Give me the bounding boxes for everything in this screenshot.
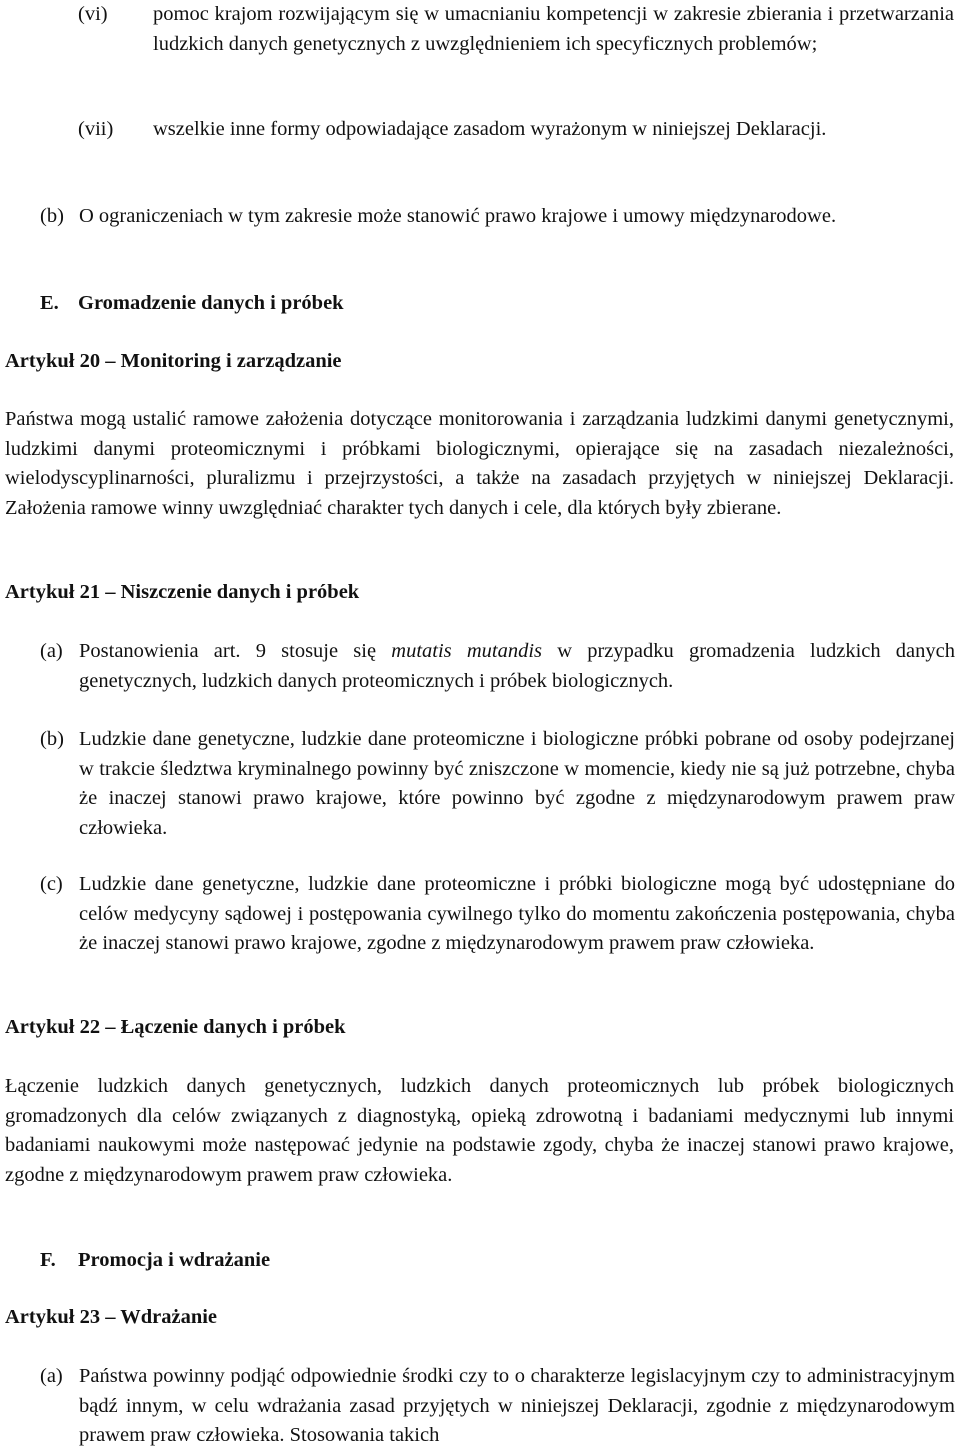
item-letter: (c) — [40, 873, 63, 895]
item-text: Państwa powinny podjąć odpowiednie środki czy to o charakterze legislacyjnym czy to administracyjnym bądź innym, w celu wdrażania zasad przyjętych w niniejszej Deklaracji, zgodnie z międzynarodowym prawem praw człowieka. Stosowania takich — [79, 1365, 955, 1447]
section-label: E. — [40, 292, 59, 314]
section-label: F. — [40, 1249, 56, 1271]
article-20-body: Państwa mogą ustalić ramowe założenia dotyczące monitorowania i zarządzania ludzkimi danymi genetycznymi, ludzkimi danymi proteomicznymi i próbkami biologicznymi, opierające się na zasadach niezależności, wielodyscyplinarności, pluralizmu i przejrzystości, a także na zasadach przyjętych w niniejszej Deklaracji. Założenia ramowe winny uwzględniać charakter tych danych i cele, dla których były zbierane. — [5, 408, 954, 519]
article-22-heading: Artykuł 22 – Łączenie danych i próbek — [5, 1016, 346, 1038]
article-21-heading: Artykuł 21 – Niszczenie danych i próbek — [5, 581, 360, 603]
item-letter: (a) — [40, 1365, 63, 1387]
item-text: pomoc krajom rozwijającym się w umacnianiu kompetencji w zakresie zbierania i przetwarzania ludzkich danych genetycznych z uwzględnieniem ich specyficznych problemów; — [153, 3, 954, 55]
article-23-heading: Artykuł 23 – Wdrażanie — [5, 1306, 218, 1328]
section-heading-e — [40, 289, 344, 319]
item-letter: (a) — [40, 640, 63, 662]
item-letter: (b) — [40, 728, 64, 750]
latin-phrase: mutatis mutandis — [391, 640, 543, 662]
item-letter: (b) — [40, 205, 64, 227]
item-text: Ludzkie dane genetyczne, ludzkie dane proteomiczne i biologiczne próbki pobrane od osoby podejrzanej w trakcie śledztwa kryminalnego powinny być zniszczone w momencie, kiedy nie są już potrzebne, chyba że inaczej stanowi prawo krajowe, które powinno być zgodne z międzynarodowym prawem praw człowieka. — [79, 728, 955, 839]
item-text — [79, 637, 955, 696]
item-text: Ludzkie dane genetyczne, ludzkie dane proteomiczne i próbki biologiczne mogą być udostępniane do celów medycyny sądowej i postępowania cywilnego tylko do momentu zakończenia postępowania, chyba że inaczej stanowi prawo krajowe, zgodne z międzynarodowym prawem praw człowieka. — [79, 873, 955, 955]
section-heading-f — [40, 1246, 270, 1276]
item-text-part: Postanowienia art. 9 stosuje się — [79, 640, 392, 662]
item-text-part: w przypadku gromadzenia ludzkich danych genetycznych, ludzkich danych proteomicznych i próbek biologicznych. — [79, 640, 956, 692]
article-22-body: Łączenie ludzkich danych genetycznych, ludzkich danych proteomicznych lub próbek biologicznych gromadzonych dla celów związanych z diagnostyką, opieką zdrowotną i badaniami medycznymi lub innymi badaniami naukowymi może następować jedynie na podstawie zgody, chyba że inaczej stanowi prawo krajowe, zgodne z międzynarodowym prawem praw człowieka. — [5, 1075, 954, 1186]
item-number: (vii) — [78, 118, 114, 140]
section-title: Promocja i wdrażanie — [78, 1249, 271, 1271]
item-text: O ograniczeniach w tym zakresie może stanowić prawo krajowe i umowy międzynarodowe. — [79, 205, 837, 227]
item-number: (vi) — [78, 3, 108, 25]
section-title: Gromadzenie danych i próbek — [78, 292, 344, 314]
item-text: wszelkie inne formy odpowiadające zasadom wyrażonym w niniejszej Deklaracji. — [153, 118, 827, 140]
article-20-heading: Artykuł 20 – Monitoring i zarządzanie — [5, 350, 342, 372]
